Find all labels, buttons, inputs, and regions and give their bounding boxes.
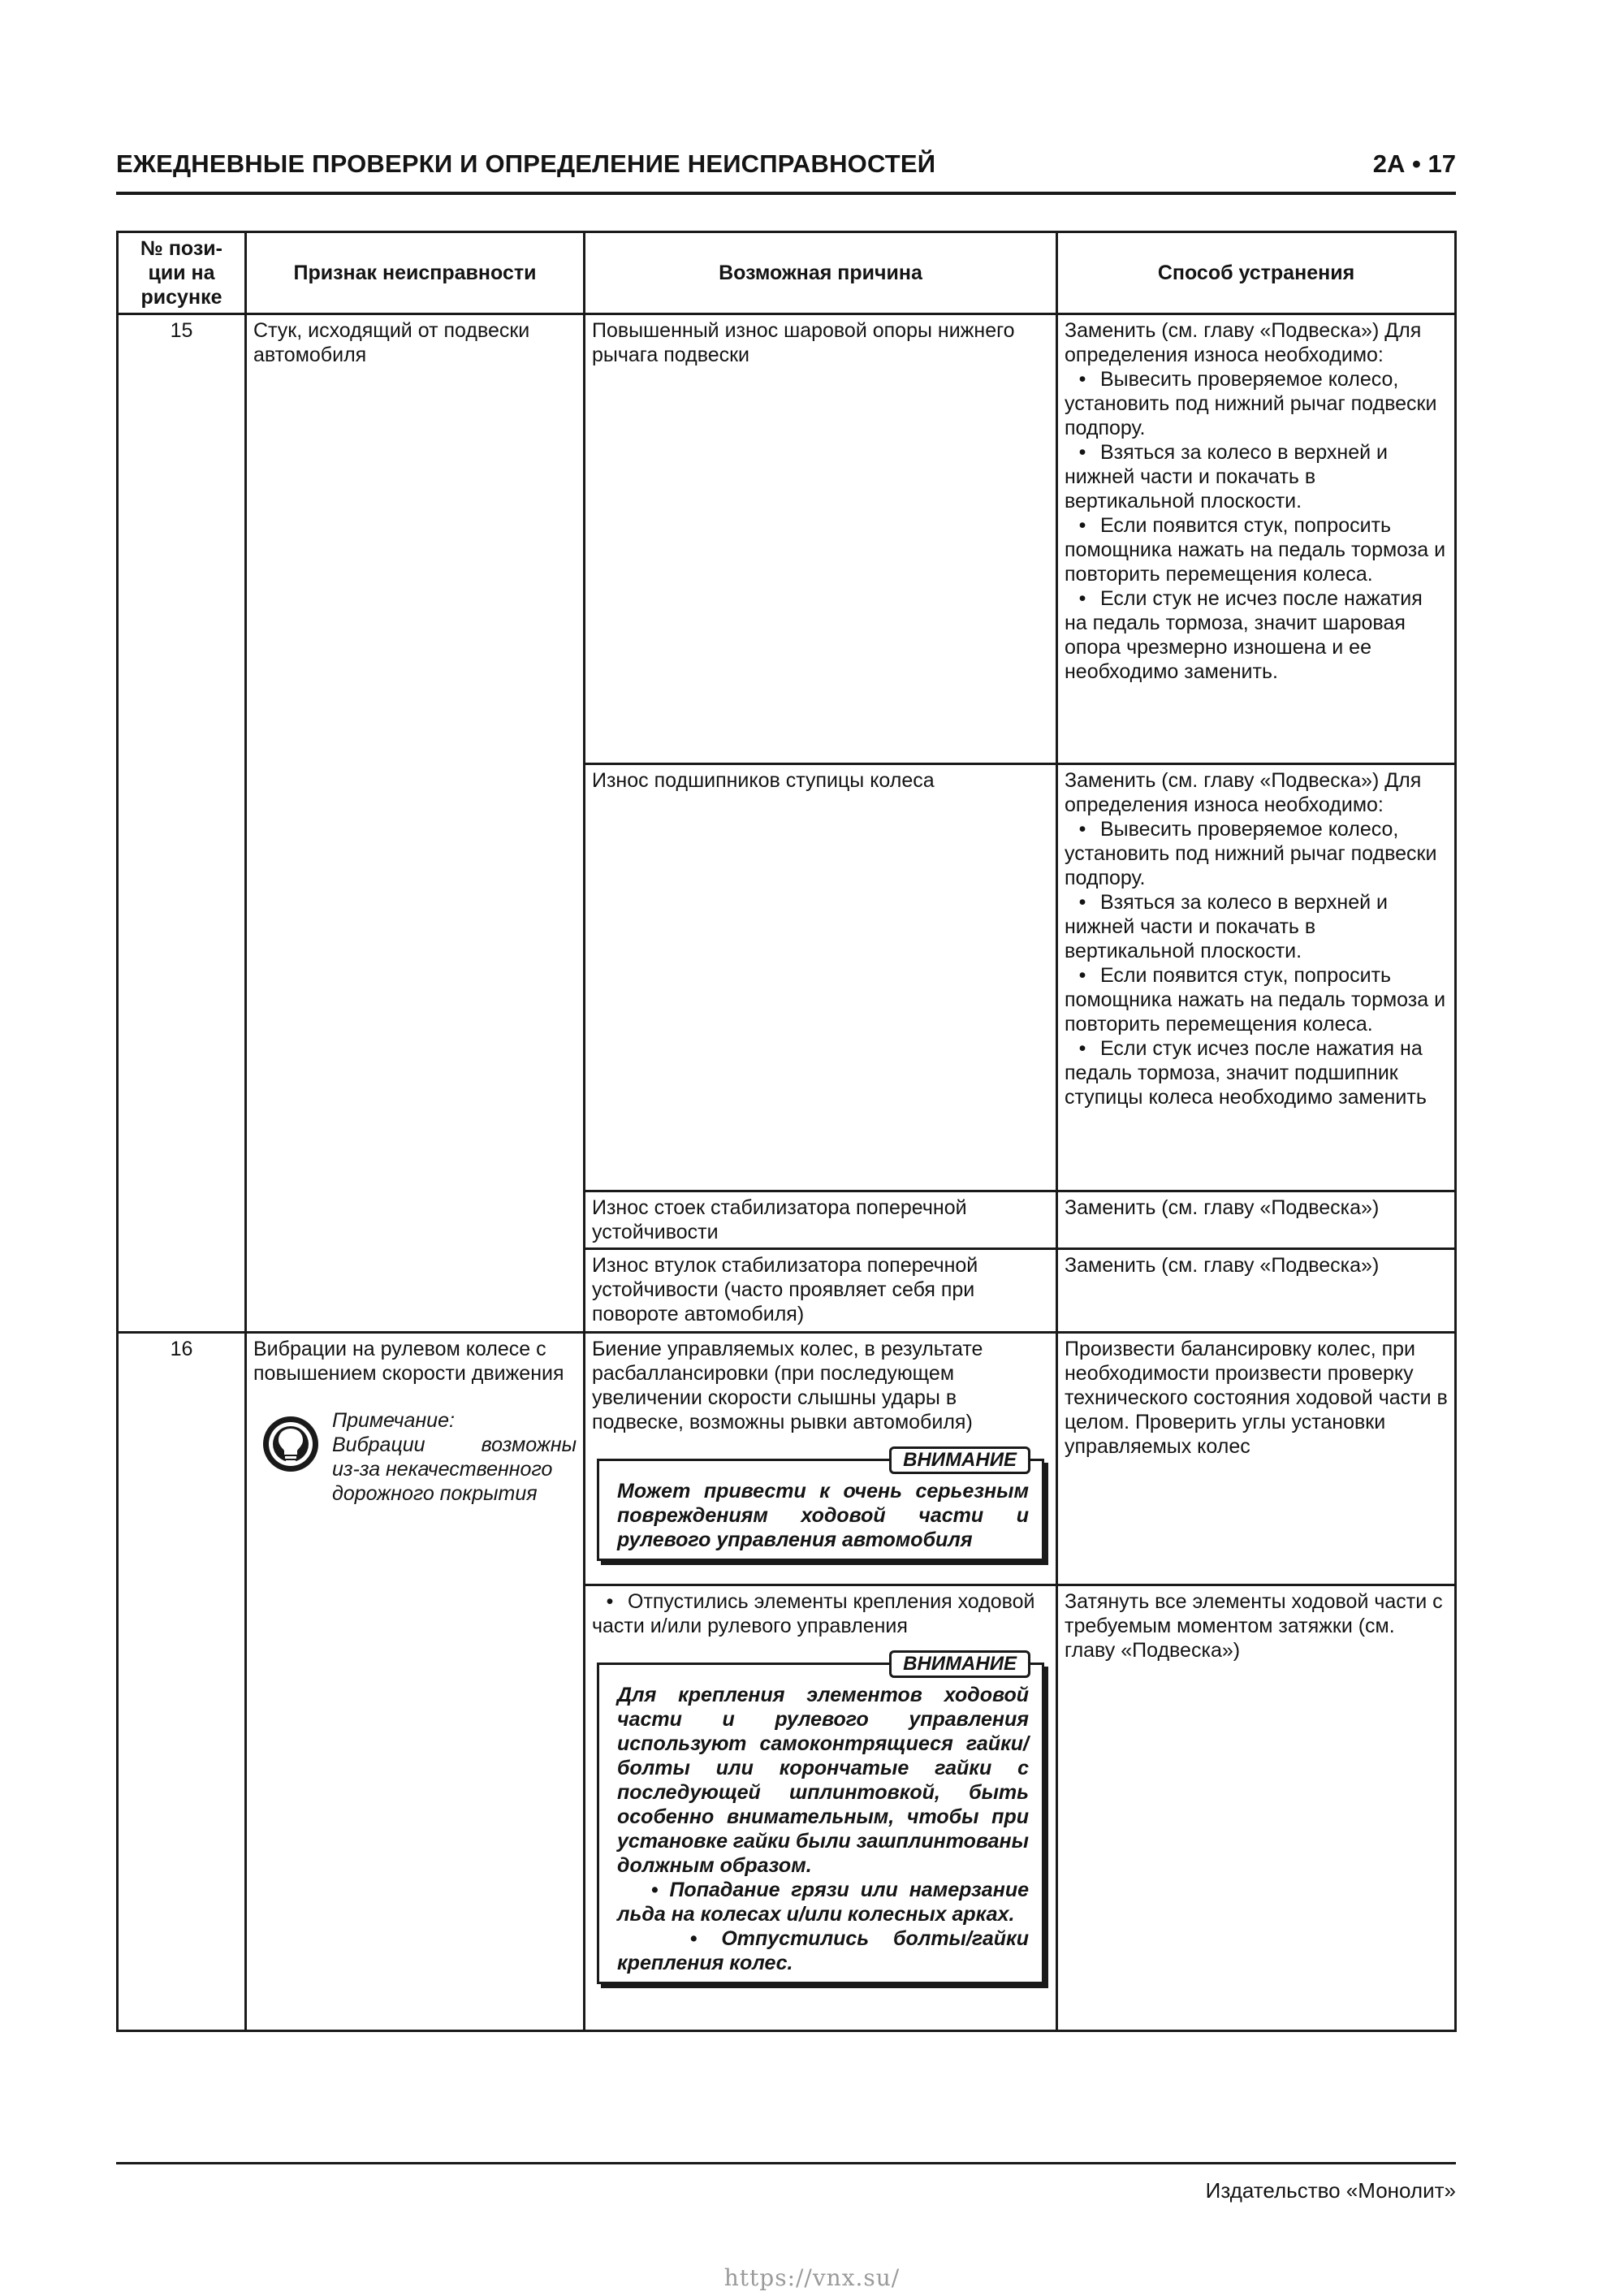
- symptom-cell: Стук, исходящий от подвески автомобиля: [246, 314, 585, 1333]
- symptom-text: Вибрации на рулевом колесе с повышением скорости движения: [253, 1338, 564, 1385]
- cause-cell: Износ стоек стабилизатора поперечной устойчивости: [585, 1191, 1057, 1249]
- cause-cell: [585, 1333, 1057, 1585]
- remedy-cell: Заменить (см. главу «Подвеска»): [1057, 1191, 1456, 1249]
- cause-cell: Износ втулок стабилизатора поперечной устойчивости (часто проявляет себя при повороте автомобиля): [585, 1249, 1057, 1333]
- remedy-cell: [1057, 314, 1456, 764]
- bullet-icon: •: [1078, 368, 1086, 391]
- section-title: ЕЖЕДНЕВНЫЕ ПРОВЕРКИ И ОПРЕДЕЛЕНИЕ НЕИСПРАВНОСТЕЙ: [116, 149, 936, 178]
- header-cause: Возможная причина: [585, 232, 1057, 314]
- page-number: 2А • 17: [1372, 149, 1456, 178]
- warning-box: [597, 1449, 1044, 1561]
- remedy-cell: Заменить (см. главу «Подвеска»): [1057, 1249, 1456, 1333]
- note-line: дорожного покрытия: [332, 1482, 538, 1505]
- watermark-url: https://vnx.su/: [723, 2264, 901, 2291]
- warning-label: ВНИМАНИЕ: [889, 1446, 1030, 1474]
- warning-box: [597, 1653, 1044, 1984]
- bullet-icon: •: [1078, 1037, 1086, 1060]
- header-remedy: Способ устранения: [1057, 232, 1456, 314]
- warning-bullet: • Отпустились болты/гайки крепления колес.: [617, 1927, 1029, 1974]
- warning-label: ВНИМАНИЕ: [889, 1650, 1030, 1678]
- warning-text: Для крепления элементов ходовой части и рулевого управления используют самоконтрящиеся гайки/болты или корончатые гайки с последующей шплинтовкой, быть особенно внимательным, чтобы при установке гайки были зашплинтованы должным образом.: [617, 1684, 1029, 1877]
- note-line: Вибрации возможны: [332, 1433, 577, 1456]
- cause-cell: Повышенный износ шаровой опоры нижнего рычага подвески: [585, 314, 1057, 764]
- table-row: [118, 314, 1456, 764]
- remedy-bullet: • Взяться за колесо в верхней и нижней части и покачать в вертикальной плоскости.: [1065, 891, 1388, 962]
- lightbulb-icon: [261, 1415, 320, 1473]
- page-header: [116, 145, 1456, 195]
- remedy-intro: Заменить (см. главу «Подвеска») Для определения износа необходимо:: [1065, 319, 1422, 366]
- publisher: Издательство «Монолит»: [1205, 2178, 1456, 2203]
- header-symptom: Признак неисправности: [246, 232, 585, 314]
- table-header-row: [118, 232, 1456, 314]
- bullet-icon: •: [1078, 891, 1086, 914]
- remedy-bullet: • Если стук не исчез после нажатия на педаль тормоза, значит шаровая опора чрезмерно изношена и ее необходимо заменить.: [1065, 587, 1423, 683]
- remedy-cell: Затянуть все элементы ходовой части с требуемым моментом затяжки (см. главу «Подвеска»): [1057, 1585, 1456, 2031]
- remedy-bullet: • Если появится стук, попросить помощника нажать на педаль тормоза и повторить перемещения колеса.: [1065, 964, 1446, 1036]
- bullet-icon: •: [617, 1927, 722, 1950]
- bullet-icon: •: [606, 1590, 614, 1613]
- remedy-cell: [1057, 764, 1456, 1191]
- row-number: 15: [118, 314, 246, 1333]
- note-block: [253, 1408, 577, 1510]
- bullet-icon: •: [1078, 441, 1086, 464]
- warning-text: Может привести к очень серьезным повреждениям ходовой части и рулевого управления автомобиля: [617, 1480, 1029, 1551]
- remedy-intro: Заменить (см. главу «Подвеска») Для определения износа необходимо:: [1065, 769, 1422, 816]
- troubleshooting-table: [116, 231, 1457, 2032]
- bullet-icon: •: [1078, 818, 1086, 841]
- row-number: 16: [118, 1333, 246, 2031]
- remedy-bullet: • Вывесить проверяемое колесо, установить под нижний рычаг подвески подпору.: [1065, 818, 1437, 889]
- bullet-icon: •: [1078, 587, 1086, 610]
- cause-text: • Отпустились элементы крепления ходовой части и/или рулевого управления: [592, 1590, 1035, 1637]
- note-line: из-за некачественного: [332, 1458, 553, 1481]
- table-row: [118, 1333, 1456, 1585]
- cause-cell: Износ подшипников ступицы колеса: [585, 764, 1057, 1191]
- symptom-cell: [246, 1333, 585, 2031]
- remedy-bullet: • Если появится стук, попросить помощника нажать на педаль тормоза и повторить перемещения колеса.: [1065, 514, 1446, 586]
- note-title: Примечание:: [332, 1409, 455, 1432]
- header-position: № пози-ции на рисунке: [118, 232, 246, 314]
- bullet-icon: •: [1078, 514, 1086, 537]
- page-footer: [116, 2162, 1456, 2203]
- note-text: [332, 1408, 577, 1506]
- cause-cell: [585, 1585, 1057, 2031]
- remedy-bullet: • Если стук исчез после нажатия на педаль тормоза, значит подшипник ступицы колеса необходимо заменить: [1065, 1037, 1427, 1109]
- bullet-icon: •: [1078, 964, 1086, 987]
- warning-bullet: • Попадание грязи или намерзание льда на колесах и/или колесных арках.: [617, 1879, 1029, 1926]
- cause-text: Биение управляемых колес, в результате расбаллансировки (при последующем увеличении скорости слышны удары в подвеске, возможны рывки автомобиля): [592, 1338, 983, 1433]
- bullet-icon: •: [617, 1879, 670, 1901]
- remedy-bullet: • Взяться за колесо в верхней и нижней части и покачать в вертикальной плоскости.: [1065, 441, 1388, 512]
- remedy-cell: Произвести балансировку колес, при необходимости произвести проверку технического состояния ходовой части в целом. Проверить углы установки управляемых колес: [1057, 1333, 1456, 1585]
- remedy-bullet: • Вывесить проверяемое колесо, установить под нижний рычаг подвески подпору.: [1065, 368, 1437, 439]
